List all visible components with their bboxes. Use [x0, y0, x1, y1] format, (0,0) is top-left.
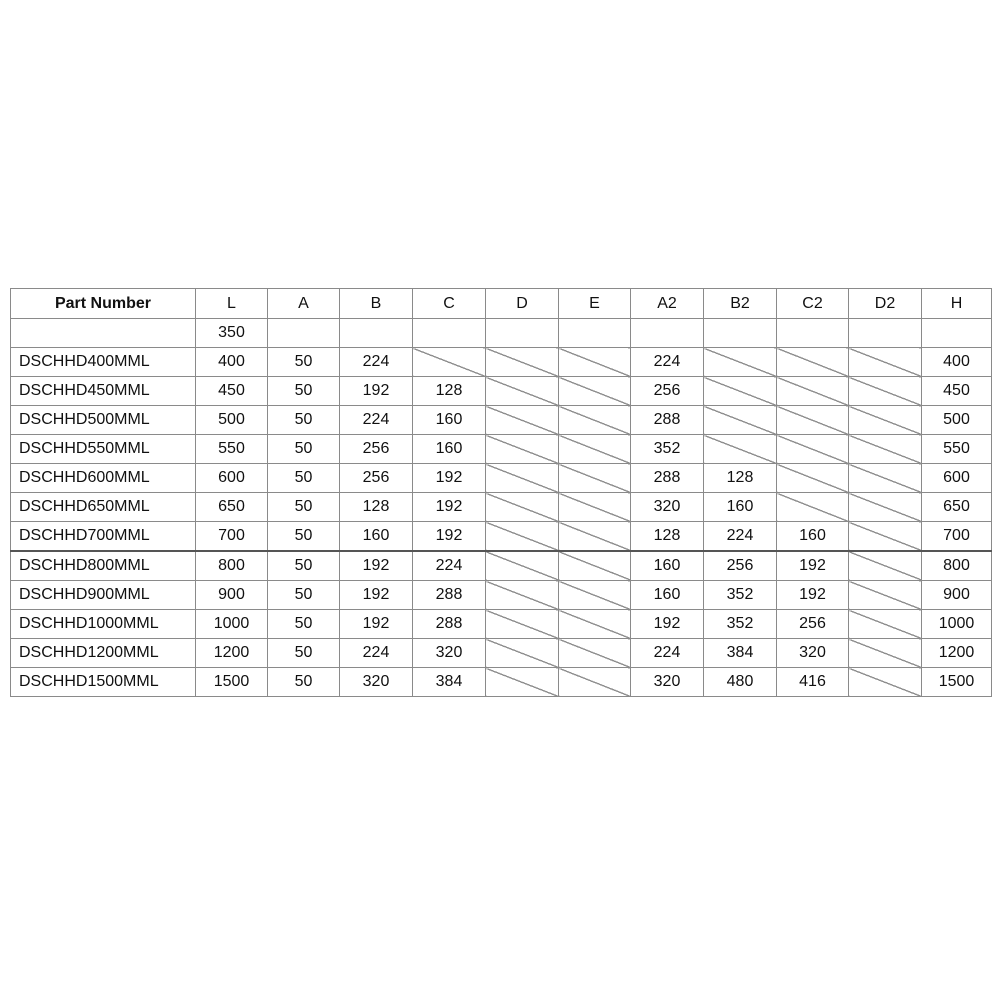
part-number-cell: DSCHHD800MML — [11, 551, 196, 581]
value-cell: 480 — [704, 668, 777, 697]
value-cell: 50 — [268, 493, 340, 522]
table-body — [11, 319, 992, 697]
value-cell: 700 — [922, 522, 992, 552]
not-applicable-cell — [486, 435, 559, 464]
value-cell: 1000 — [196, 610, 268, 639]
value-cell: 224 — [340, 406, 413, 435]
column-header-b2: B2 — [704, 289, 777, 319]
value-cell: 288 — [413, 581, 486, 610]
value-cell: 800 — [196, 551, 268, 581]
value-cell — [631, 319, 704, 348]
part-number-cell: DSCHHD450MML — [11, 377, 196, 406]
not-applicable-cell — [777, 406, 849, 435]
column-header-c2: C2 — [777, 289, 849, 319]
not-applicable-cell — [413, 348, 486, 377]
table-row — [11, 377, 992, 406]
not-applicable-cell — [849, 610, 922, 639]
value-cell: 256 — [704, 551, 777, 581]
value-cell: 224 — [704, 522, 777, 552]
not-applicable-cell — [486, 377, 559, 406]
value-cell: 550 — [196, 435, 268, 464]
not-applicable-cell — [486, 522, 559, 552]
value-cell: 160 — [340, 522, 413, 552]
value-cell: 224 — [340, 348, 413, 377]
not-applicable-cell — [777, 464, 849, 493]
column-header-a2: A2 — [631, 289, 704, 319]
table-row — [11, 319, 992, 348]
value-cell: 160 — [631, 581, 704, 610]
value-cell: 50 — [268, 377, 340, 406]
value-cell: 160 — [777, 522, 849, 552]
part-number-cell: DSCHHD1200MML — [11, 639, 196, 668]
column-header-c: C — [413, 289, 486, 319]
not-applicable-cell — [559, 464, 631, 493]
value-cell: 500 — [196, 406, 268, 435]
value-cell: 50 — [268, 610, 340, 639]
column-header-a: A — [268, 289, 340, 319]
not-applicable-cell — [849, 522, 922, 552]
not-applicable-cell — [704, 406, 777, 435]
value-cell — [413, 319, 486, 348]
value-cell: 650 — [196, 493, 268, 522]
value-cell: 160 — [413, 406, 486, 435]
not-applicable-cell — [849, 639, 922, 668]
value-cell — [704, 319, 777, 348]
not-applicable-cell — [849, 435, 922, 464]
value-cell: 50 — [268, 639, 340, 668]
not-applicable-cell — [777, 435, 849, 464]
value-cell: 192 — [777, 551, 849, 581]
table-row — [11, 464, 992, 493]
value-cell: 160 — [631, 551, 704, 581]
value-cell: 192 — [340, 581, 413, 610]
value-cell: 50 — [268, 406, 340, 435]
not-applicable-cell — [559, 377, 631, 406]
table-row — [11, 639, 992, 668]
value-cell: 352 — [704, 610, 777, 639]
table-row — [11, 610, 992, 639]
value-cell: 50 — [268, 581, 340, 610]
value-cell: 128 — [631, 522, 704, 552]
not-applicable-cell — [559, 668, 631, 697]
value-cell: 450 — [196, 377, 268, 406]
not-applicable-cell — [704, 377, 777, 406]
value-cell: 320 — [777, 639, 849, 668]
part-number-cell: DSCHHD400MML — [11, 348, 196, 377]
not-applicable-cell — [486, 581, 559, 610]
value-cell: 192 — [413, 464, 486, 493]
part-number-cell: DSCHHD1500MML — [11, 668, 196, 697]
value-cell: 320 — [413, 639, 486, 668]
table-row — [11, 348, 992, 377]
value-cell: 50 — [268, 668, 340, 697]
not-applicable-cell — [486, 668, 559, 697]
value-cell: 900 — [922, 581, 992, 610]
column-header-b: B — [340, 289, 413, 319]
value-cell — [340, 319, 413, 348]
header-row — [11, 289, 992, 319]
value-cell: 600 — [922, 464, 992, 493]
value-cell: 50 — [268, 435, 340, 464]
part-number-cell: DSCHHD600MML — [11, 464, 196, 493]
value-cell: 192 — [413, 493, 486, 522]
value-cell: 192 — [777, 581, 849, 610]
not-applicable-cell — [559, 610, 631, 639]
value-cell: 128 — [413, 377, 486, 406]
part-number-cell — [11, 319, 196, 348]
table-row — [11, 581, 992, 610]
column-header-d: D — [486, 289, 559, 319]
not-applicable-cell — [486, 406, 559, 435]
not-applicable-cell — [704, 435, 777, 464]
value-cell: 600 — [196, 464, 268, 493]
value-cell: 400 — [196, 348, 268, 377]
value-cell: 256 — [340, 435, 413, 464]
column-header-h: H — [922, 289, 992, 319]
not-applicable-cell — [849, 581, 922, 610]
value-cell: 500 — [922, 406, 992, 435]
value-cell — [777, 319, 849, 348]
not-applicable-cell — [559, 522, 631, 552]
value-cell: 320 — [631, 668, 704, 697]
value-cell: 352 — [704, 581, 777, 610]
value-cell: 224 — [631, 639, 704, 668]
value-cell: 256 — [631, 377, 704, 406]
column-header-d2: D2 — [849, 289, 922, 319]
not-applicable-cell — [849, 493, 922, 522]
not-applicable-cell — [559, 435, 631, 464]
value-cell: 650 — [922, 493, 992, 522]
not-applicable-cell — [486, 610, 559, 639]
value-cell: 128 — [340, 493, 413, 522]
value-cell: 350 — [196, 319, 268, 348]
value-cell: 288 — [631, 406, 704, 435]
value-cell: 1000 — [922, 610, 992, 639]
value-cell: 192 — [340, 551, 413, 581]
part-number-cell: DSCHHD900MML — [11, 581, 196, 610]
not-applicable-cell — [559, 639, 631, 668]
value-cell: 384 — [704, 639, 777, 668]
value-cell: 384 — [413, 668, 486, 697]
not-applicable-cell — [486, 348, 559, 377]
value-cell: 50 — [268, 551, 340, 581]
not-applicable-cell — [486, 639, 559, 668]
not-applicable-cell — [486, 464, 559, 493]
not-applicable-cell — [486, 551, 559, 581]
table-row — [11, 551, 992, 581]
not-applicable-cell — [559, 493, 631, 522]
table-row — [11, 668, 992, 697]
value-cell: 192 — [340, 377, 413, 406]
value-cell: 450 — [922, 377, 992, 406]
column-header-part-number: Part Number — [11, 289, 196, 319]
table-row — [11, 522, 992, 552]
part-number-cell: DSCHHD1000MML — [11, 610, 196, 639]
value-cell: 1200 — [922, 639, 992, 668]
table-row — [11, 406, 992, 435]
not-applicable-cell — [849, 406, 922, 435]
value-cell — [849, 319, 922, 348]
value-cell: 160 — [413, 435, 486, 464]
not-applicable-cell — [559, 348, 631, 377]
part-number-cell: DSCHHD500MML — [11, 406, 196, 435]
not-applicable-cell — [849, 464, 922, 493]
table-row — [11, 435, 992, 464]
column-header-e: E — [559, 289, 631, 319]
not-applicable-cell — [777, 377, 849, 406]
not-applicable-cell — [849, 348, 922, 377]
value-cell: 192 — [413, 522, 486, 552]
value-cell: 128 — [704, 464, 777, 493]
value-cell: 50 — [268, 464, 340, 493]
value-cell: 400 — [922, 348, 992, 377]
not-applicable-cell — [559, 581, 631, 610]
value-cell: 50 — [268, 348, 340, 377]
value-cell: 224 — [413, 551, 486, 581]
value-cell: 700 — [196, 522, 268, 552]
value-cell: 1200 — [196, 639, 268, 668]
value-cell: 192 — [340, 610, 413, 639]
not-applicable-cell — [777, 493, 849, 522]
value-cell: 352 — [631, 435, 704, 464]
not-applicable-cell — [559, 551, 631, 581]
value-cell — [559, 319, 631, 348]
value-cell: 288 — [413, 610, 486, 639]
value-cell: 50 — [268, 522, 340, 552]
value-cell: 550 — [922, 435, 992, 464]
value-cell — [486, 319, 559, 348]
not-applicable-cell — [559, 406, 631, 435]
value-cell — [922, 319, 992, 348]
value-cell: 224 — [340, 639, 413, 668]
value-cell: 288 — [631, 464, 704, 493]
value-cell: 416 — [777, 668, 849, 697]
value-cell: 320 — [340, 668, 413, 697]
dimensions-table — [10, 288, 992, 697]
not-applicable-cell — [849, 668, 922, 697]
not-applicable-cell — [849, 551, 922, 581]
value-cell: 160 — [704, 493, 777, 522]
value-cell: 256 — [340, 464, 413, 493]
not-applicable-cell — [704, 348, 777, 377]
value-cell — [268, 319, 340, 348]
value-cell: 900 — [196, 581, 268, 610]
value-cell: 1500 — [196, 668, 268, 697]
not-applicable-cell — [849, 377, 922, 406]
column-header-l: L — [196, 289, 268, 319]
value-cell: 1500 — [922, 668, 992, 697]
not-applicable-cell — [777, 348, 849, 377]
not-applicable-cell — [486, 493, 559, 522]
part-number-cell: DSCHHD650MML — [11, 493, 196, 522]
value-cell: 320 — [631, 493, 704, 522]
value-cell: 256 — [777, 610, 849, 639]
value-cell: 800 — [922, 551, 992, 581]
part-number-cell: DSCHHD550MML — [11, 435, 196, 464]
value-cell: 192 — [631, 610, 704, 639]
part-number-cell: DSCHHD700MML — [11, 522, 196, 552]
table-row — [11, 493, 992, 522]
value-cell: 224 — [631, 348, 704, 377]
